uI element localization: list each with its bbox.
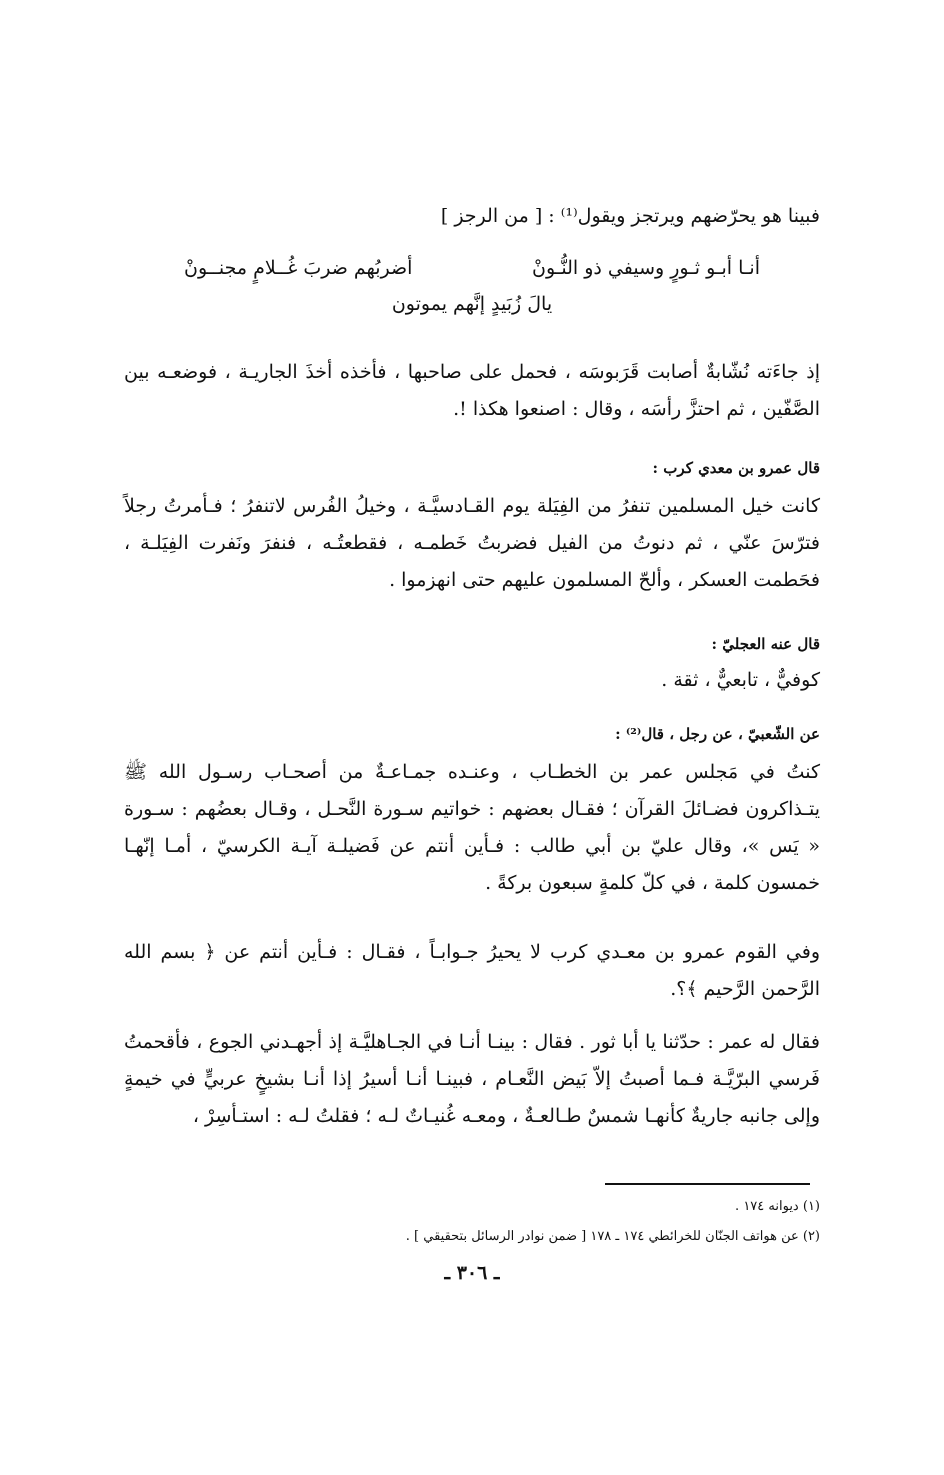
paragraph-block-1: [124, 354, 820, 428]
paragraph-block-6: [124, 1024, 820, 1135]
paragraph: إذ جاءَته نُشّابةٌ أصابت قَرَبوسَه ، فحمل على صاحبها ، فأخذه أخذَ الجاريـة ، فوضعـه بين الصَّفّين ، ثم احتزَّ رأسَه ، وقال : اصنعوا هكذا !.: [124, 361, 820, 420]
poem-verse: [124, 252, 820, 322]
intro-block: [124, 198, 820, 235]
page-number: ـ ٣٠٦ ـ: [444, 1262, 500, 1284]
verse-hemistich-left: أضربُهم ضربَ غُــلامٍ مجنــونْ: [184, 257, 413, 279]
section-shabi: [124, 722, 820, 902]
intro-line: فبينا هو يحرّضهم ويرتجز ويقول⁽¹⁾ : [ من الرجز ]: [440, 205, 820, 227]
footnote-separator: [605, 1183, 810, 1185]
verse-line-2: يالَ زُبَيدٍ إنَّهم يموتون: [391, 293, 553, 315]
section-ijli: [124, 632, 820, 699]
paragraph: كوفيٌّ ، تابعيٌّ ، ثقة .: [661, 669, 820, 691]
paragraph: وفي القوم عمرو بن معـدي كرب لا يحيرُ جـوابـاً ، فقـال : فـأين أنتم عن ﴿ بسم الله الرَّحمن الرَّحيم ﴾؟.: [124, 941, 820, 1000]
section-heading: قال عنه العجليّ :: [711, 635, 820, 653]
footnote-2: (٢) عن هواتف الجنّان للخرائطي ١٧٤ ـ ١٧٨ [ ضمن نوادر الرسائل بتحقيقي ] .: [405, 1229, 820, 1244]
section-heading: عن الشّعبيّ ، عن رجل ، قال⁽²⁾ :: [615, 725, 820, 743]
paragraph: كنتُ في مَجلس عمر بن الخطـاب ، وعنـده جمـاعـةٌ من أصحـاب رسـول الله ﷺ يتـذاكرون فضـائلَ القرآن ؛ فقـال بعضهم : خواتيم سـورة النَّحـل ، وقـال بعضُهم : سـورة « يَس »، وقال عليّ بن أبي طالب : فـأين أنتم عن فَضيلـة آيـة الكرسيّ ، أمـا إنّهـا خمسون كلمة ، في كلّ كلمةٍ سبعون بركةً .: [124, 761, 820, 894]
section-amr: [124, 456, 820, 599]
verse-hemistich-right: أنـا أبـو ثـورٍ وسيفي ذو النُّـونْ: [532, 257, 760, 279]
paragraph-block-5: [124, 934, 820, 1008]
footnote-1: (١) ديوانه ١٧٤ .: [735, 1199, 820, 1214]
paragraph: فقال له عمر : حدّثنا يا أبا ثور . فقال : بينـا أنـا في الجـاهليَّـة إذ أجهـدني الجوع ، فأقحمتُ فَرسي البرّيَّـة فـما أصبتُ إلاّ بَيض النَّعـام ، فبينـا أنـا أسيرُ إذا أنـا بشيخٍ عربيٍّ في خيمةٍ وإلى جانبه جاريةٌ كأنهـا شمسٌ طـالعـةٌ ، ومعـه غُنيـاتٌ لـه ؛ فقلتُ لـه : استـأسِرْ ،: [124, 1031, 820, 1127]
section-heading: قال عمرو بن معدي كرب :: [652, 459, 820, 477]
paragraph: كانت خيل المسلمين تنفرُ من الفِيَلة يوم القـادسيَّـة ، وخيلُ الفُرس لاتنفرُ ؛ فـأمرتُ رجلاً فترّسَ عنّي ، ثم دنوتُ من الفيل فضربتُ خَطمـه ، فقطعتُـه ، فنفرَ ونَفرت الفِيَلـة ، فحَطمت العسكر ، وألحّ المسلمون عليهم حتى انهزموا .: [124, 495, 820, 591]
